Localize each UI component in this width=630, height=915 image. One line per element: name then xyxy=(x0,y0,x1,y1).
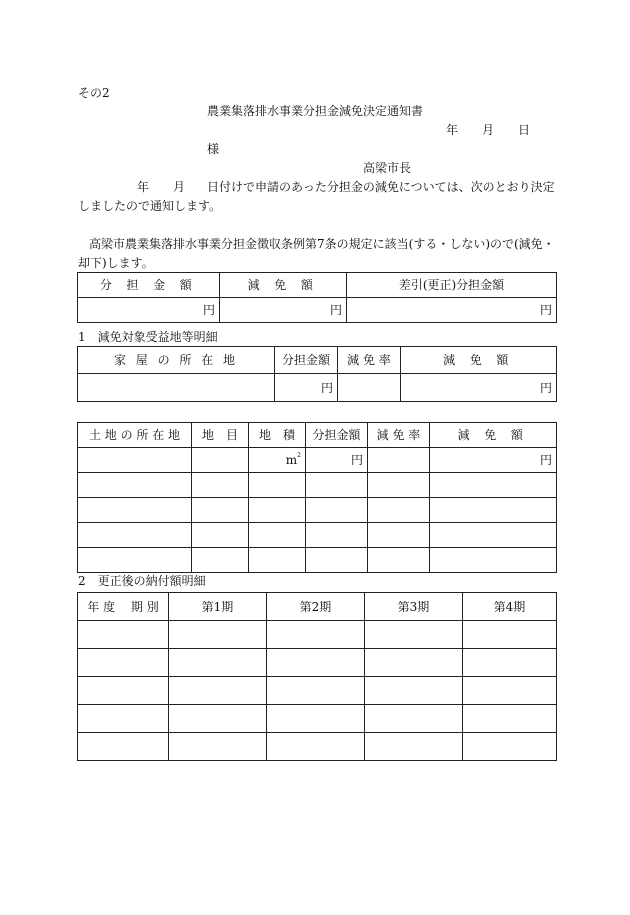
para2-line2: 却下)します。 xyxy=(78,256,154,270)
yen-unit: 円 xyxy=(78,298,220,323)
header-share-amount: 分 担 金 額 xyxy=(78,273,220,298)
header-reduction-amount: 減 免 額 xyxy=(220,273,347,298)
square-meter-unit: m xyxy=(285,453,298,467)
yen-unit: 円 xyxy=(401,374,557,402)
land-table xyxy=(77,422,557,573)
section2-heading: 2 更正後の納付額明細 xyxy=(78,574,206,588)
form-number: その2 xyxy=(78,86,110,100)
header-reduction-amount: 減 免 額 xyxy=(430,423,557,448)
header-period-3: 第3期 xyxy=(365,593,463,621)
section1-heading: 1 減免対象受益地等明細 xyxy=(78,330,218,344)
header-share-amount: 分担金額 xyxy=(275,347,338,374)
yen-unit: 円 xyxy=(220,298,347,323)
header-period-1: 第1期 xyxy=(169,593,267,621)
yen-unit: 円 xyxy=(347,298,557,323)
header-reduction-amount: 減 免 額 xyxy=(401,347,557,374)
area-unit xyxy=(249,448,306,473)
yen-unit: 円 xyxy=(430,448,557,473)
header-reduction-rate: 減 免 率 xyxy=(338,347,401,374)
para1-line2: しましたので通知します。 xyxy=(78,199,222,213)
date-month: 月 xyxy=(482,123,495,137)
date-day: 日 xyxy=(518,123,531,137)
house-table xyxy=(77,346,557,402)
header-land-category: 地 目 xyxy=(192,423,249,448)
header-share-amount: 分担金額 xyxy=(306,423,368,448)
para2-line1: 高梁市農業集落排水事業分担金徴収条例第7条の規定に該当(する・しない)ので(減免・ xyxy=(89,237,555,251)
square-exponent: 2 xyxy=(297,452,301,459)
sender: 高梁市長 xyxy=(363,161,412,175)
addressee-suffix: 様 xyxy=(207,142,220,156)
header-land-area: 地 積 xyxy=(249,423,306,448)
header-land-location: 土 地 の 所 在 地 xyxy=(78,423,192,448)
yen-unit: 円 xyxy=(275,374,338,402)
summary-table xyxy=(77,272,557,323)
para1-line1: 日付けで申請のあった分担金の減免については、次のとおり決定 xyxy=(207,180,555,194)
date-year: 年 xyxy=(446,123,459,137)
para1-year: 年 xyxy=(137,180,150,194)
header-reduction-rate: 減 免 率 xyxy=(368,423,430,448)
header-house-location: 家 屋 の 所 在 地 xyxy=(78,347,275,374)
header-period-2: 第2期 xyxy=(267,593,365,621)
payment-table xyxy=(77,592,557,761)
header-fiscal-period: 年 度 期 別 xyxy=(78,593,169,621)
para1-month: 月 xyxy=(173,180,186,194)
document-title: 農業集落排水事業分担金減免決定通知書 xyxy=(207,104,424,118)
yen-unit: 円 xyxy=(306,448,368,473)
header-period-4: 第4期 xyxy=(463,593,557,621)
header-net-amount: 差引(更正)分担金額 xyxy=(347,273,557,298)
